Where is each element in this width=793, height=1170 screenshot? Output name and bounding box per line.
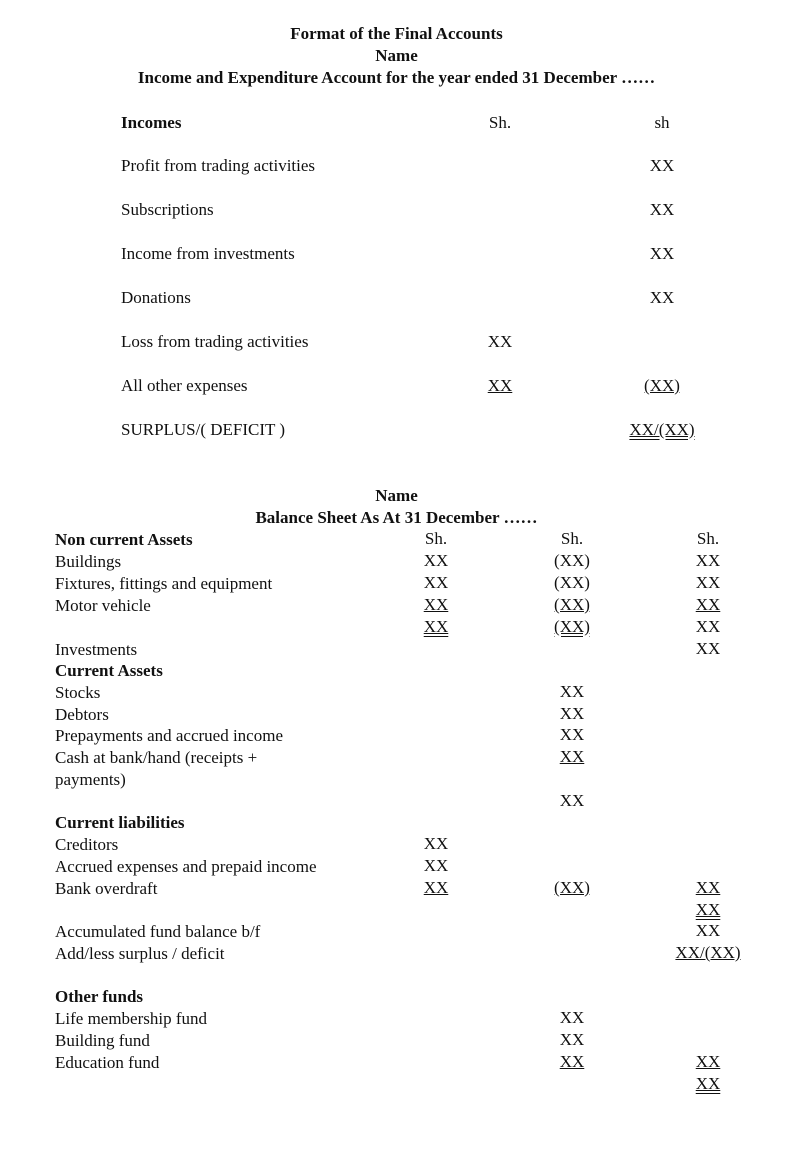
- bs-acc-fund-value: XX: [695, 921, 721, 940]
- bs-row-col2: (XX): [554, 878, 590, 897]
- ie-row-label: Income from investments: [121, 244, 295, 263]
- bs-row-col2: XX: [559, 1052, 585, 1071]
- bs-row-col2: XX: [559, 1030, 585, 1049]
- bs-row-label: Fixtures, fittings and equipment: [55, 574, 273, 593]
- ie-row-col2: XX: [649, 200, 675, 219]
- bs-row-col3: XX: [695, 878, 721, 897]
- bs-row-label: Creditors: [55, 835, 119, 854]
- bs-row-col1: XX: [423, 595, 449, 614]
- bs-row-col1: XX: [423, 856, 449, 875]
- bs-row-col3: XX: [695, 1052, 721, 1071]
- bs-row-label: Debtors: [55, 705, 109, 724]
- bs-col2-header: Sh.: [560, 529, 584, 548]
- bs-row-label: Buildings: [55, 552, 122, 571]
- bs-row-col2: XX: [559, 1008, 585, 1027]
- ie-col2-header: sh: [654, 113, 670, 132]
- bs-row-col2: (XX): [554, 573, 590, 592]
- bs-row-label: Education fund: [55, 1053, 160, 1072]
- ie-row-col1: XX: [487, 376, 513, 395]
- ie-row-col2: (XX): [644, 376, 680, 395]
- bs-row-label: Prepayments and accrued income: [55, 726, 283, 745]
- document-title: Format of the Final Accounts: [290, 24, 503, 43]
- bs-ca-total: XX: [559, 791, 585, 810]
- ie-row-label: Subscriptions: [121, 200, 214, 219]
- bs-title: Balance Sheet As At 31 December ……: [255, 508, 538, 527]
- bs-heading-other-funds: Other funds: [55, 987, 144, 1006]
- organisation-name: Name: [375, 46, 418, 65]
- bs-final-total: XX: [695, 1074, 721, 1093]
- bs-row-col3: XX: [695, 551, 721, 570]
- bs-row-col1: XX: [423, 551, 449, 570]
- bs-heading-current-assets: Current Assets: [55, 661, 163, 680]
- bs-row-label: Accrued expenses and prepaid income: [55, 857, 317, 876]
- bs-row-col2: XX: [559, 747, 585, 766]
- ie-col1-header: Sh.: [488, 113, 512, 132]
- ie-row-col2: XX: [649, 156, 675, 175]
- bs-heading-current-liabilities: Current liabilities: [55, 813, 185, 832]
- bs-row-col1: XX: [423, 878, 449, 897]
- bs-row-col3: XX: [695, 595, 721, 614]
- ie-row-label: All other expenses: [121, 376, 248, 395]
- bs-row-col2: (XX): [554, 595, 590, 614]
- bs-heading-non-current-assets: Non current Assets: [55, 530, 193, 549]
- bs-investments-value: XX: [695, 639, 721, 658]
- bs-col1-header: Sh.: [424, 529, 448, 548]
- bs-nca-total-col1: XX: [423, 617, 449, 636]
- ie-row-col1: XX: [487, 332, 513, 351]
- bs-row-label: Life membership fund: [55, 1009, 208, 1028]
- bs-row-label: Stocks: [55, 683, 101, 702]
- bs-organisation-name: Name: [375, 486, 418, 505]
- bs-row-col2: (XX): [554, 551, 590, 570]
- bs-row-col2: XX: [559, 704, 585, 723]
- bs-row-label: Bank overdraft: [55, 879, 158, 898]
- bs-nca-total-col3: XX: [695, 617, 721, 636]
- bs-surplus-value: XX/(XX): [675, 943, 741, 962]
- bs-col3-header: Sh.: [696, 529, 720, 548]
- bs-row-label: Motor vehicle: [55, 596, 151, 615]
- bs-row-label: Cash at bank/hand (receipts + payments): [55, 748, 258, 789]
- bs-row-col1: XX: [423, 834, 449, 853]
- bs-nca-total-col2: (XX): [554, 617, 590, 636]
- bs-surplus-label: Add/less surplus / deficit: [55, 944, 225, 963]
- ie-row-col2: XX: [649, 288, 675, 307]
- bs-row-col3: XX: [695, 573, 721, 592]
- bs-row-label: Building fund: [55, 1031, 150, 1050]
- ie-row-label: Loss from trading activities: [121, 332, 309, 351]
- bs-investments-label: Investments: [55, 640, 138, 659]
- bs-row-col2: XX: [559, 725, 585, 744]
- ie-surplus-value: XX/(XX): [629, 420, 695, 439]
- bs-row-col1: XX: [423, 573, 449, 592]
- ie-heading-incomes: Incomes: [121, 113, 182, 132]
- bs-acc-fund-label: Accumulated fund balance b/f: [55, 922, 261, 941]
- ie-account-title: Income and Expenditure Account for the year ended 31 December ……: [137, 68, 656, 87]
- ie-row-label: SURPLUS/( DEFICIT ): [121, 420, 286, 439]
- ie-row-col2: XX: [649, 244, 675, 263]
- ie-row-label: Donations: [121, 288, 191, 307]
- bs-row-col2: XX: [559, 682, 585, 701]
- ie-row-label: Profit from trading activities: [121, 156, 316, 175]
- bs-net-assets-total: XX: [695, 900, 721, 919]
